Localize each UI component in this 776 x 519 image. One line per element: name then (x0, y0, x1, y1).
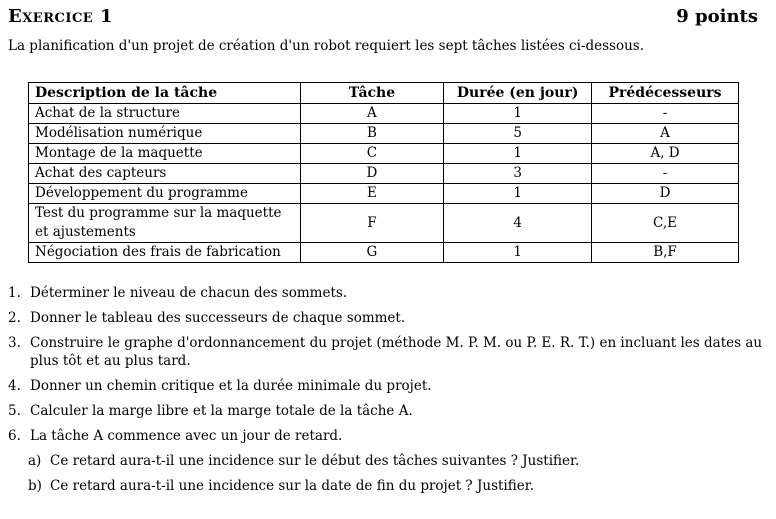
cell-description: Modélisation numérique (29, 124, 301, 144)
question-number: 3. (8, 335, 21, 351)
question-item (8, 284, 768, 302)
exercise-title: Exercice 1 (8, 6, 113, 27)
question-text: Ce retard aura-t-il une incidence sur le début des tâches suivantes ? Justifier. (50, 453, 580, 469)
question-text: La tâche A commence avec un jour de retard. (30, 428, 343, 444)
cell-predecessors: A, D (592, 144, 739, 164)
cell-task: E (300, 184, 444, 204)
header-description: Description de la tâche (29, 83, 301, 104)
cell-predecessors: C,E (592, 204, 739, 243)
cell-description: Achat de la structure (29, 104, 301, 124)
table-row (29, 144, 739, 164)
cell-predecessors: - (592, 104, 739, 124)
question-text: Donner le tableau des successeurs de chaque sommet. (30, 310, 406, 326)
question-text: Construire le graphe d'ordonnancement du projet (méthode M. P. M. ou P. E. R. T.) en incluant les dates au plus tôt et au plus tard. (30, 335, 763, 369)
question-number: 4. (8, 378, 21, 394)
header-predecessors: Prédécesseurs (592, 83, 739, 104)
cell-duration: 1 (444, 184, 592, 204)
cell-description: Développement du programme (29, 184, 301, 204)
cell-duration: 1 (444, 104, 592, 124)
question-item (8, 309, 768, 327)
cell-duration: 5 (444, 124, 592, 144)
question-number: 5. (8, 403, 21, 419)
table-row (29, 164, 739, 184)
table-row (29, 104, 739, 124)
cell-task: G (300, 243, 444, 263)
cell-predecessors: B,F (592, 243, 739, 263)
cell-description: Négociation des frais de fabrication (29, 243, 301, 263)
table-row (29, 204, 739, 243)
header-duration: Durée (en jour) (444, 83, 592, 104)
question-text: Déterminer le niveau de chacun des sommets. (30, 285, 348, 301)
question-number: 2. (8, 310, 21, 326)
table-row (29, 243, 739, 263)
question-text: Ce retard aura-t-il une incidence sur la date de fin du projet ? Justifier. (50, 478, 534, 494)
question-item (8, 427, 768, 445)
cell-task: A (300, 104, 444, 124)
cell-description: Test du programme sur la maquette et ajustements (29, 204, 301, 243)
cell-predecessors: A (592, 124, 739, 144)
subquestion-item (28, 452, 768, 470)
table-row (29, 184, 739, 204)
cell-task: B (300, 124, 444, 144)
table-row (29, 124, 739, 144)
question-number: a) (28, 453, 42, 469)
cell-task: F (300, 204, 444, 243)
question-item (8, 402, 768, 420)
tasks-table (28, 82, 739, 263)
cell-duration: 1 (444, 243, 592, 263)
questions-list (8, 284, 768, 502)
cell-duration: 4 (444, 204, 592, 243)
question-item (8, 334, 768, 370)
cell-predecessors: - (592, 164, 739, 184)
question-text: Calculer la marge libre et la marge totale de la tâche A. (30, 403, 413, 419)
question-text: Donner un chemin critique et la durée minimale du projet. (30, 378, 432, 394)
cell-duration: 1 (444, 144, 592, 164)
question-number: 6. (8, 428, 21, 444)
cell-duration: 3 (444, 164, 592, 184)
cell-description: Montage de la maquette (29, 144, 301, 164)
cell-task: C (300, 144, 444, 164)
cell-task: D (300, 164, 444, 184)
exercise-points: 9 points (676, 6, 758, 27)
table-header-row (29, 83, 739, 104)
cell-description: Achat des capteurs (29, 164, 301, 184)
cell-predecessors: D (592, 184, 739, 204)
subquestion-item (28, 477, 768, 495)
question-number: 1. (8, 285, 21, 301)
intro-text: La planification d'un projet de création d'un robot requiert les sept tâches listées ci-dessous. (8, 38, 645, 54)
question-item (8, 377, 768, 395)
exercise-header (8, 6, 758, 32)
question-number: b) (28, 478, 42, 494)
header-task: Tâche (300, 83, 444, 104)
